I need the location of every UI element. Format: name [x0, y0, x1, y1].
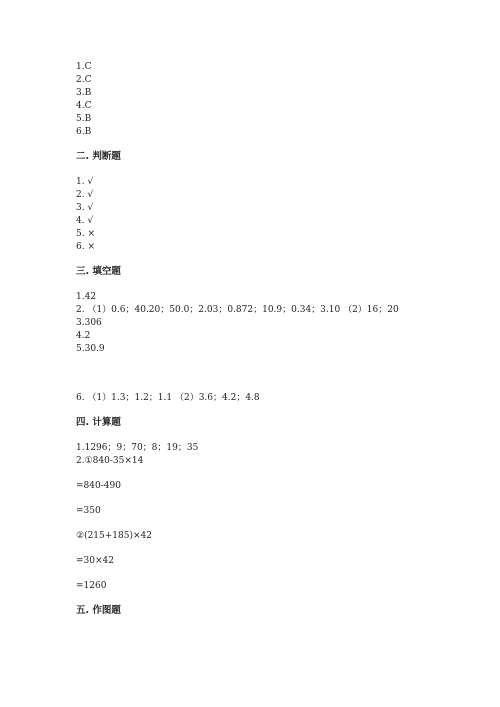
judgment-answer-3: 3. √: [76, 203, 94, 213]
calc-step: =350: [76, 506, 101, 516]
calc-answer-2: 2.①840-35×14: [76, 456, 144, 466]
fill-answer-6: 6. （1）1.3；1.2；1.1 （2）3.6；4.2；4.8: [76, 393, 260, 403]
judgment-answer-4: 4. √: [76, 216, 94, 226]
judgment-answer-1: 1. √: [76, 177, 94, 187]
section-heading-judgment: 二. 判断题: [76, 151, 121, 162]
judgment-answer-5: 5. ×: [76, 229, 95, 239]
judgment-answer-2: 2. √: [76, 190, 94, 200]
calc-step: =1260: [76, 581, 107, 591]
choice-answer-5: 5.B: [76, 114, 92, 124]
fill-answer-1: 1.42: [76, 292, 97, 302]
calc-step: =840-490: [76, 481, 121, 491]
choice-answer-1: 1.C: [76, 62, 92, 72]
section-heading-calculation: 四. 计算题: [76, 417, 121, 428]
judgment-answer-6: 6. ×: [76, 242, 95, 252]
section-heading-drawing: 五. 作图题: [76, 605, 121, 616]
calc-step: =30×42: [76, 556, 114, 566]
choice-answer-4: 4.C: [76, 101, 92, 111]
section-heading-fill-blank: 三. 填空题: [76, 266, 121, 277]
choice-answer-6: 6.B: [76, 127, 92, 137]
fill-answer-4: 4.2: [76, 331, 91, 341]
fill-answer-2: 2. （1）0.6；40.20；50.0；2.03；0.872；10.9；0.34；3.10 （2）16；20: [76, 305, 399, 315]
calc-answer-1: 1.1296；9；70；8；19；35: [76, 443, 199, 453]
choice-answer-3: 3.B: [76, 88, 92, 98]
fill-answer-3: 3.306: [76, 318, 102, 328]
choice-answer-2: 2.C: [76, 75, 92, 85]
fill-answer-5: 5.30.9: [76, 344, 105, 354]
calc-step: ②(215+185)×42: [76, 531, 152, 541]
